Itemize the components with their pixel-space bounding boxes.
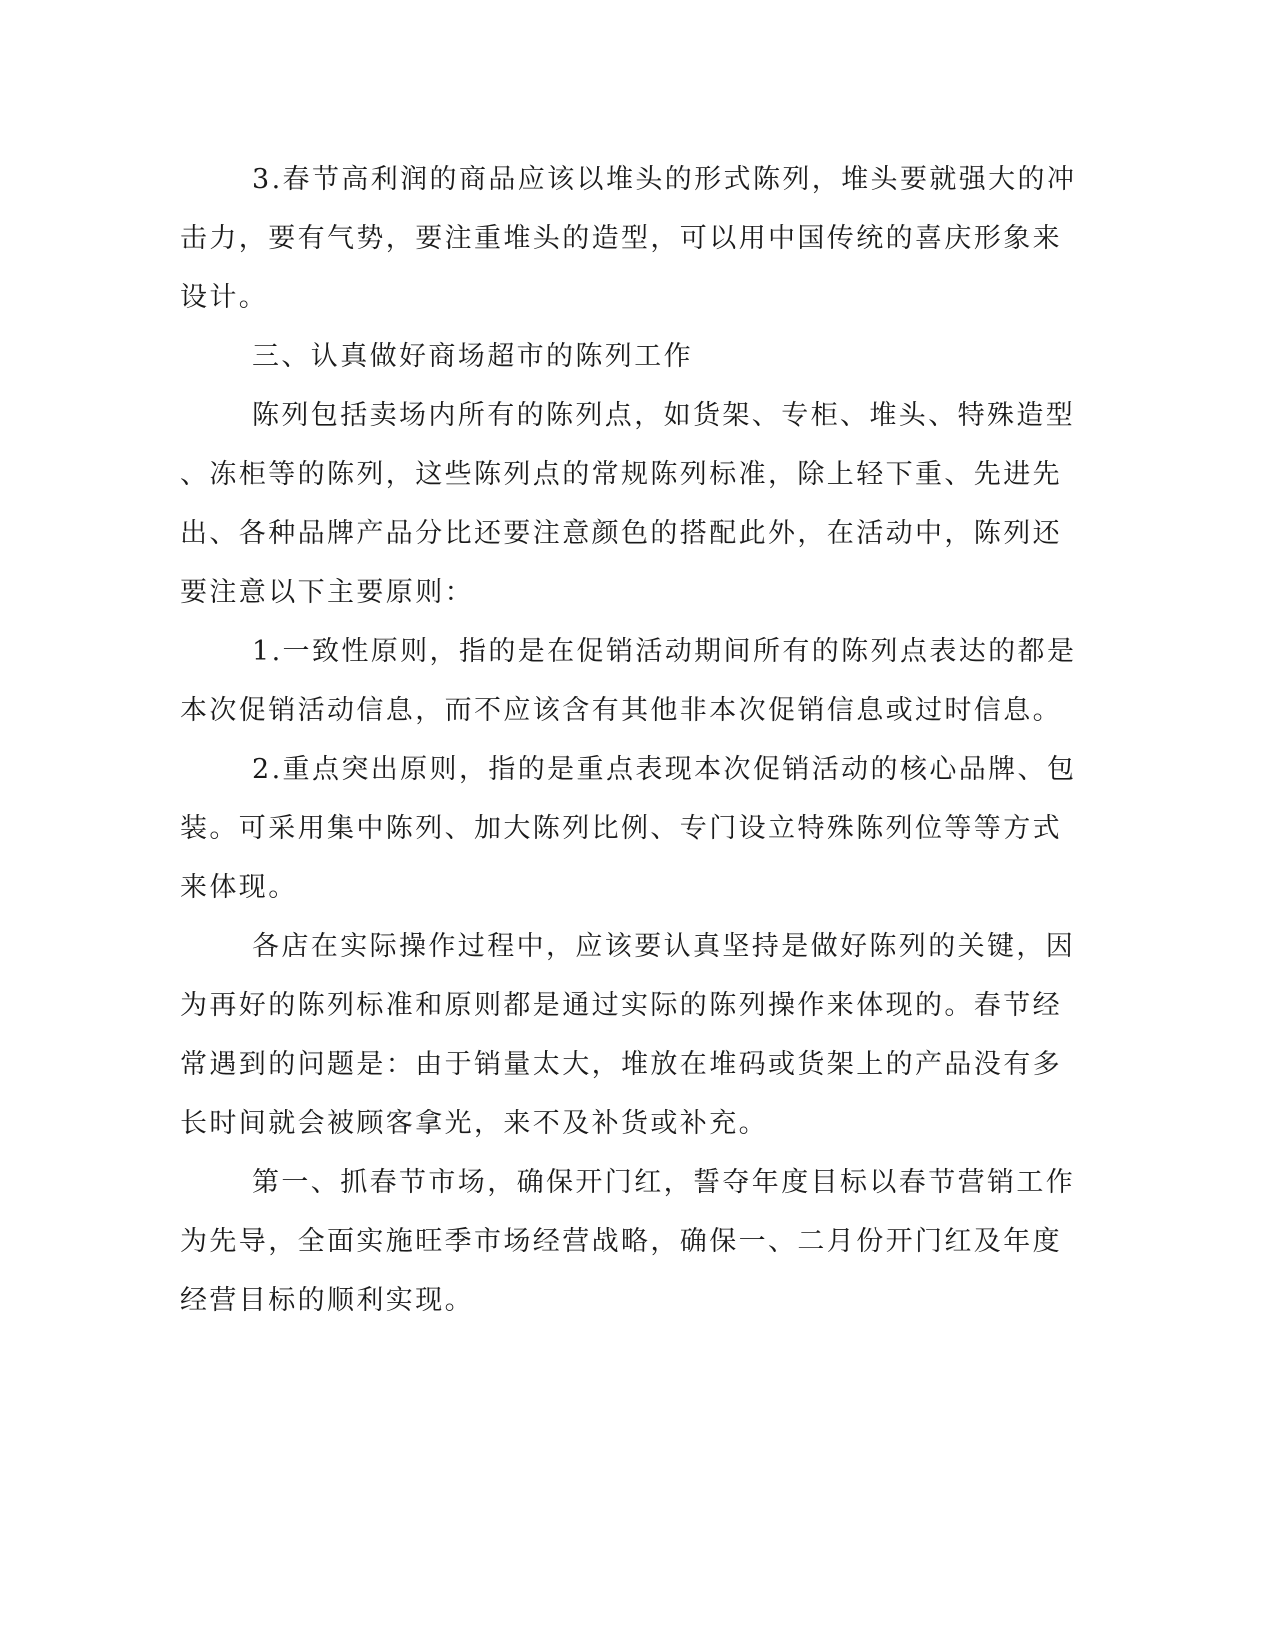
text-line: 陈列包括卖场内所有的陈列点，如货架、专柜、堆头、特殊造型 [252,400,1076,431]
text-line: 、冻柜等的陈列，这些陈列点的常规陈列标准，除上轻下重、先进先 [180,459,1062,490]
text-line: 要注意以下主要原则： [180,577,474,608]
text-line: 常遇到的问题是：由于销量太大，堆放在堆码或货架上的产品没有多 [180,1049,1062,1080]
text-line: 击力，要有气势，要注重堆头的造型，可以用中国传统的喜庆形象来 [180,223,1062,254]
text-line: 来体现。 [180,872,298,903]
text-line: 长时间就会被顾客拿光，来不及补货或补充。 [180,1108,768,1139]
text-line: 出、各种品牌产品分比还要注意颜色的搭配此外，在活动中，陈列还 [180,518,1062,549]
text-line: 本次促销活动信息，而不应该含有其他非本次促销信息或过时信息。 [180,695,1062,726]
text-line: 为先导，全面实施旺季市场经营战略，确保一、二月份开门红及年度 [180,1226,1062,1257]
text-line: 为再好的陈列标准和原则都是通过实际的陈列操作来体现的。春节经 [180,990,1062,1021]
text-line: 装。可采用集中陈列、加大陈列比例、专门设立特殊陈列位等等方式 [180,813,1062,844]
text-line: 第一、抓春节市场，确保开门红，誓夺年度目标以春节营销工作 [252,1167,1076,1198]
text-line: 1.一致性原则，指的是在促销活动期间所有的陈列点表达的都是 [252,636,1077,667]
text-line: 经营目标的顺利实现。 [180,1285,474,1316]
text-line: 设计。 [180,282,269,313]
section-heading: 三、认真做好商场超市的陈列工作 [252,341,693,372]
text-line: 各店在实际操作过程中，应该要认真坚持是做好陈列的关键，因 [252,931,1076,962]
text-line: 2.重点突出原则，指的是重点表现本次促销活动的核心品牌、包 [252,754,1077,785]
text-line: 3.春节高利润的商品应该以堆头的形式陈列，堆头要就强大的冲 [252,164,1077,195]
